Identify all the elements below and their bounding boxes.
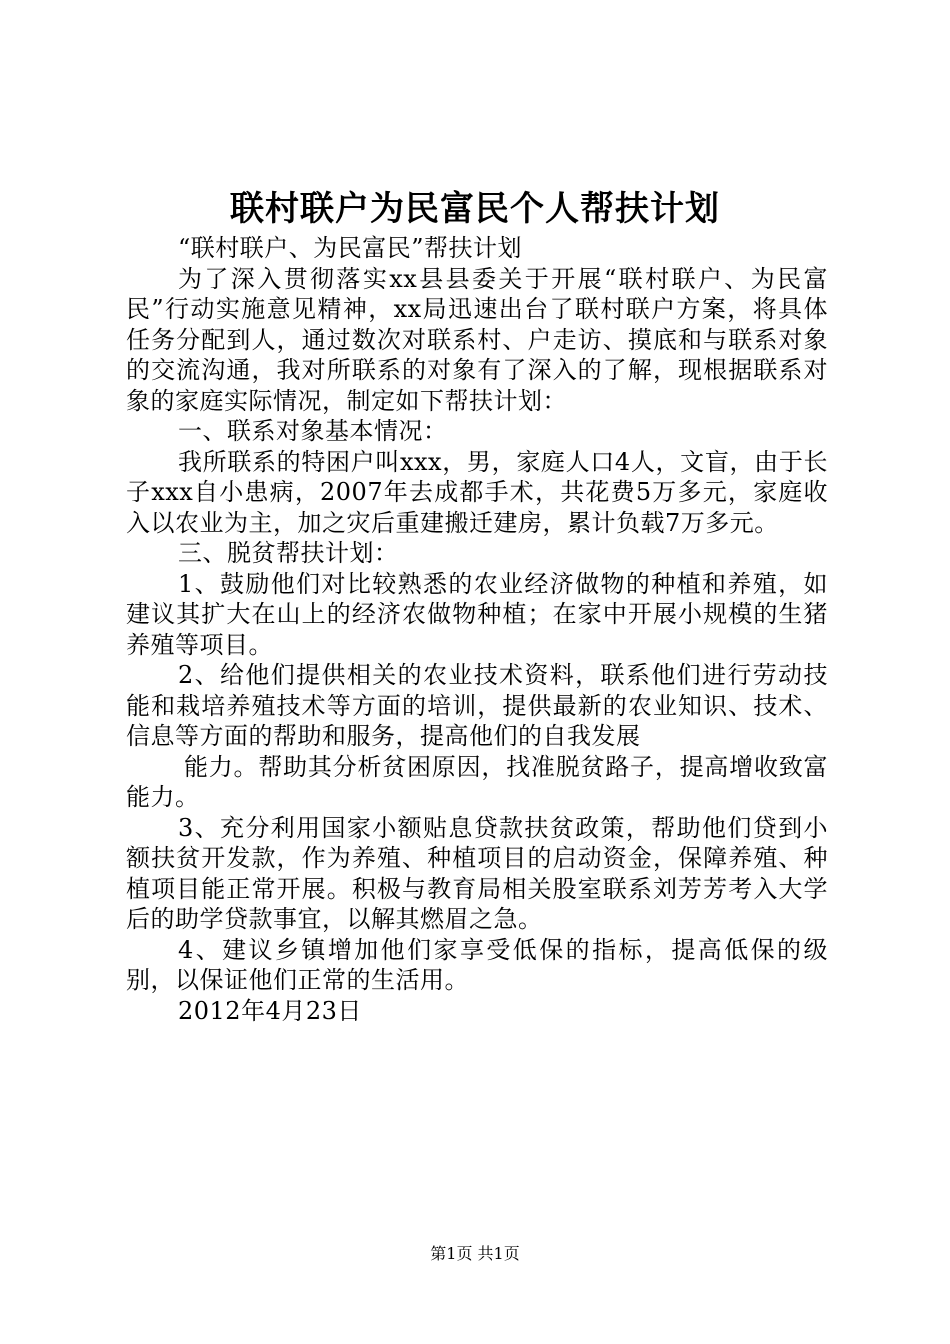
plan-item-2: 2、给他们提供相关的农业技术资料，联系他们进行劳动技能和栽培养殖技术等方面的培训，提供最新的农业知识、技术、信息等方面的帮助和服务，提高他们的自我发展 (126, 661, 828, 750)
plan-item-3: 3、充分利用国家小额贴息贷款扶贫政策，帮助他们贷到小额扶贫开发款，作为养殖、种植项目的启动资金，保障养殖、种植项目能正常开展。积极与教育局相关股室联系刘芳芳考入大学后的助学贷款事宜，以解其燃眉之急。 (126, 813, 828, 933)
section-heading-plan: 三、脱贫帮扶计划： (178, 539, 399, 567)
document-body (126, 233, 828, 1026)
plan-subtitle: “联村联户、为民富民”帮扶计划 (178, 234, 523, 262)
basic-info-paragraph: 我所联系的特困户叫xxx，男，家庭人口4人，文盲，由于长子xxx自小患病，2007年去成都手术，共花费5万多元，家庭收入以农业为主，加之灾后重建搬迁建房，累计负载7万多元。 (126, 447, 828, 537)
page-footer: 第1页 共1页 (430, 1244, 520, 1263)
document-date: 2012年4月23日 (178, 996, 362, 1025)
document-title: 联村联户为民富民个人帮扶计划 (230, 189, 720, 229)
plan-item-4: 4、建议乡镇增加他们家享受低保的指标，提高低保的级别，以保证他们正常的生活用。 (126, 935, 828, 994)
plan-item-2-continued: 能力。帮助其分析贫困原因，找准脱贫路子，提高增收致富能力。 (126, 752, 828, 811)
intro-paragraph: 为了深入贯彻落实xx县县委关于开展“联村联户、为民富民”行动实施意见精神，xx局迅速出台了联村联户方案，将具体任务分配到人，通过数次对联系村、户走访、摸底和与联系对象的交流沟通，我对所联系的对象有了深入的了解，现根据联系对象的家庭实际情况，制定如下帮扶计划： (126, 264, 828, 415)
plan-item-1: 1、鼓励他们对比较熟悉的农业经济做物的种植和养殖，如建议其扩大在山上的经济农做物种植；在家中开展小规模的生猪养殖等项目。 (126, 569, 828, 659)
section-heading-basic-info: 一、联系对象基本情况： (178, 417, 448, 445)
